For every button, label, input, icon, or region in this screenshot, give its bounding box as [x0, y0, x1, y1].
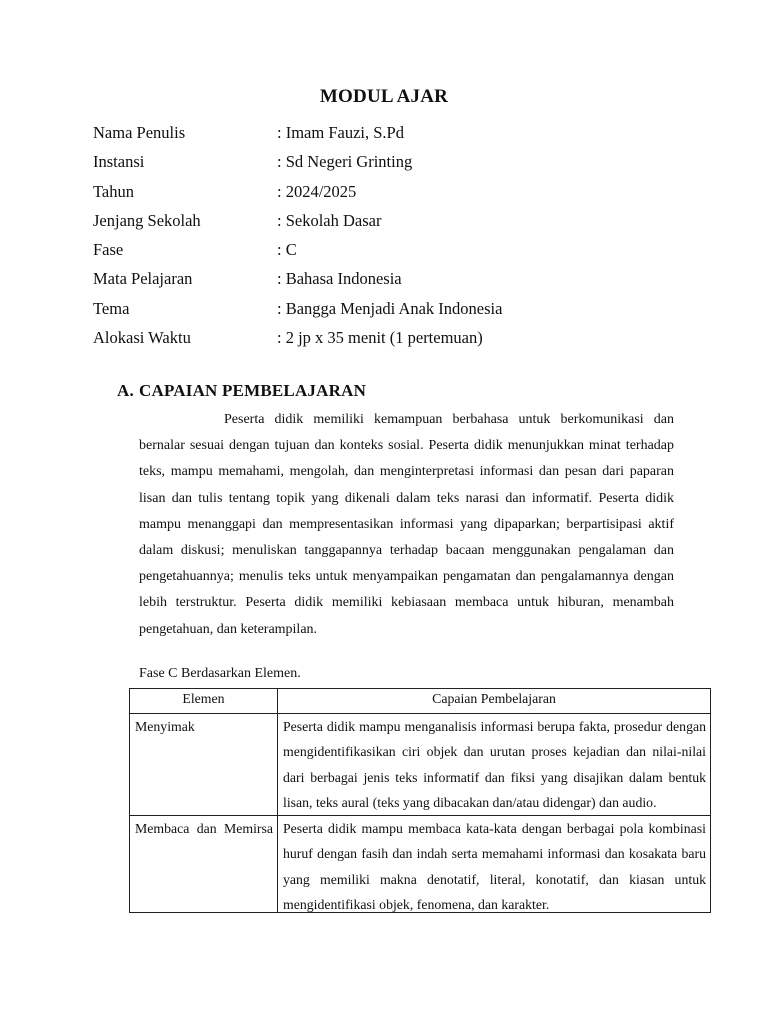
- meta-label: Tema: [93, 298, 130, 318]
- meta-label: Instansi: [93, 152, 145, 172]
- metadata-list: [93, 118, 693, 352]
- meta-value: : Sd Negeri Grinting: [277, 152, 413, 172]
- capaian-cell: [278, 816, 711, 913]
- table-row: [130, 816, 711, 913]
- meta-label: Tahun: [93, 181, 135, 201]
- meta-row-fase: [93, 235, 693, 264]
- meta-label: Nama Penulis: [93, 123, 186, 142]
- meta-value: : 2024/2025: [277, 181, 357, 201]
- meta-row-nama-penulis: [93, 118, 693, 147]
- meta-row-instansi: [93, 147, 693, 176]
- meta-label: Mata Pelajaran: [93, 269, 193, 289]
- elemen-cell: Menyimak: [130, 714, 278, 816]
- meta-label: Alokasi Waktu: [93, 328, 191, 348]
- meta-row-jenjang-sekolah: [93, 206, 693, 235]
- section-heading-capaian: [117, 381, 366, 401]
- table-header-row: [130, 689, 711, 714]
- capaian-paragraph: Peserta didik memiliki kemampuan berbahasa untuk berkomunikasi dan bernalar sesuai dengan tujuan dan konteks sosial. Peserta didik menunjukkan minat terhadap teks, mampu memahami, mengolah, dan menginterpretasi informasi dan pesan dari paparan lisan dan tulis tentang topik yang dikenali dalam teks narasi dan informatif. Peserta didik mampu menanggapi dan mempresentasikan informasi yang dipaparkan; berpartisipasi aktif dalam diskusi; menuliskan tanggapannya terhadap bacaan menggunakan pengalaman dan pengetahuannya; menulis teks untuk menyampaikan pengamatan dan pengalamannya dengan lebih terstruktur. Peserta didik memiliki kebiasaan membaca untuk hiburan, menambah pengetahuan, dan keterampilan.: [139, 412, 674, 637]
- meta-label: Jenjang Sekolah: [93, 210, 201, 230]
- header-elemen: Elemen: [130, 689, 278, 714]
- meta-value: : Bangga Menjadi Anak Indonesia: [277, 298, 503, 318]
- meta-label: Fase: [93, 240, 124, 260]
- capaian-cell: Peserta didik mampu menganalisis informasi berupa fakta, prosedur dengan mengidentifikasikan ciri objek dan urutan proses kejadian dan nilai-nilai dari berbagai jenis teks informatif dan fiksi yang disajikan dalam bentuk lisan, teks aural (teks yang dibacakan dan/atau didengar) dan audio.: [278, 714, 711, 816]
- meta-row-tahun: [93, 177, 693, 206]
- meta-value: : Sekolah Dasar: [277, 210, 382, 230]
- meta-value: : Imam Fauzi, S.Pd: [277, 123, 404, 142]
- capaian-text: Peserta didik mampu membaca kata-kata dengan berbagai pola kombinasi huruf dengan fasih dan indah serta memahami informasi dan kosakata baru yang memiliki makna denotatif, literal, konotatif, dan kiasan untuk mengidentifikasi objek, fenomena, dan karakter.: [283, 821, 706, 913]
- document-title: MODUL AJAR: [319, 86, 449, 107]
- section-title: CAPAIAN PEMBELAJARAN: [139, 381, 367, 400]
- meta-row-alokasi-waktu: [93, 323, 693, 352]
- table-row: [130, 714, 711, 816]
- meta-row-tema: [93, 294, 693, 323]
- fase-caption: Fase C Berdasarkan Elemen.: [139, 666, 301, 681]
- capaian-table: [129, 688, 711, 913]
- meta-row-mata-pelajaran: [93, 264, 693, 293]
- meta-value: : 2 jp x 35 menit (1 pertemuan): [277, 328, 483, 348]
- meta-value: : C: [277, 240, 297, 260]
- section-number: A.: [117, 381, 134, 400]
- elemen-cell: Membaca dan Memirsa: [130, 816, 278, 913]
- meta-value: : Bahasa Indonesia: [277, 269, 402, 289]
- header-capaian: Capaian Pembelajaran: [278, 689, 711, 714]
